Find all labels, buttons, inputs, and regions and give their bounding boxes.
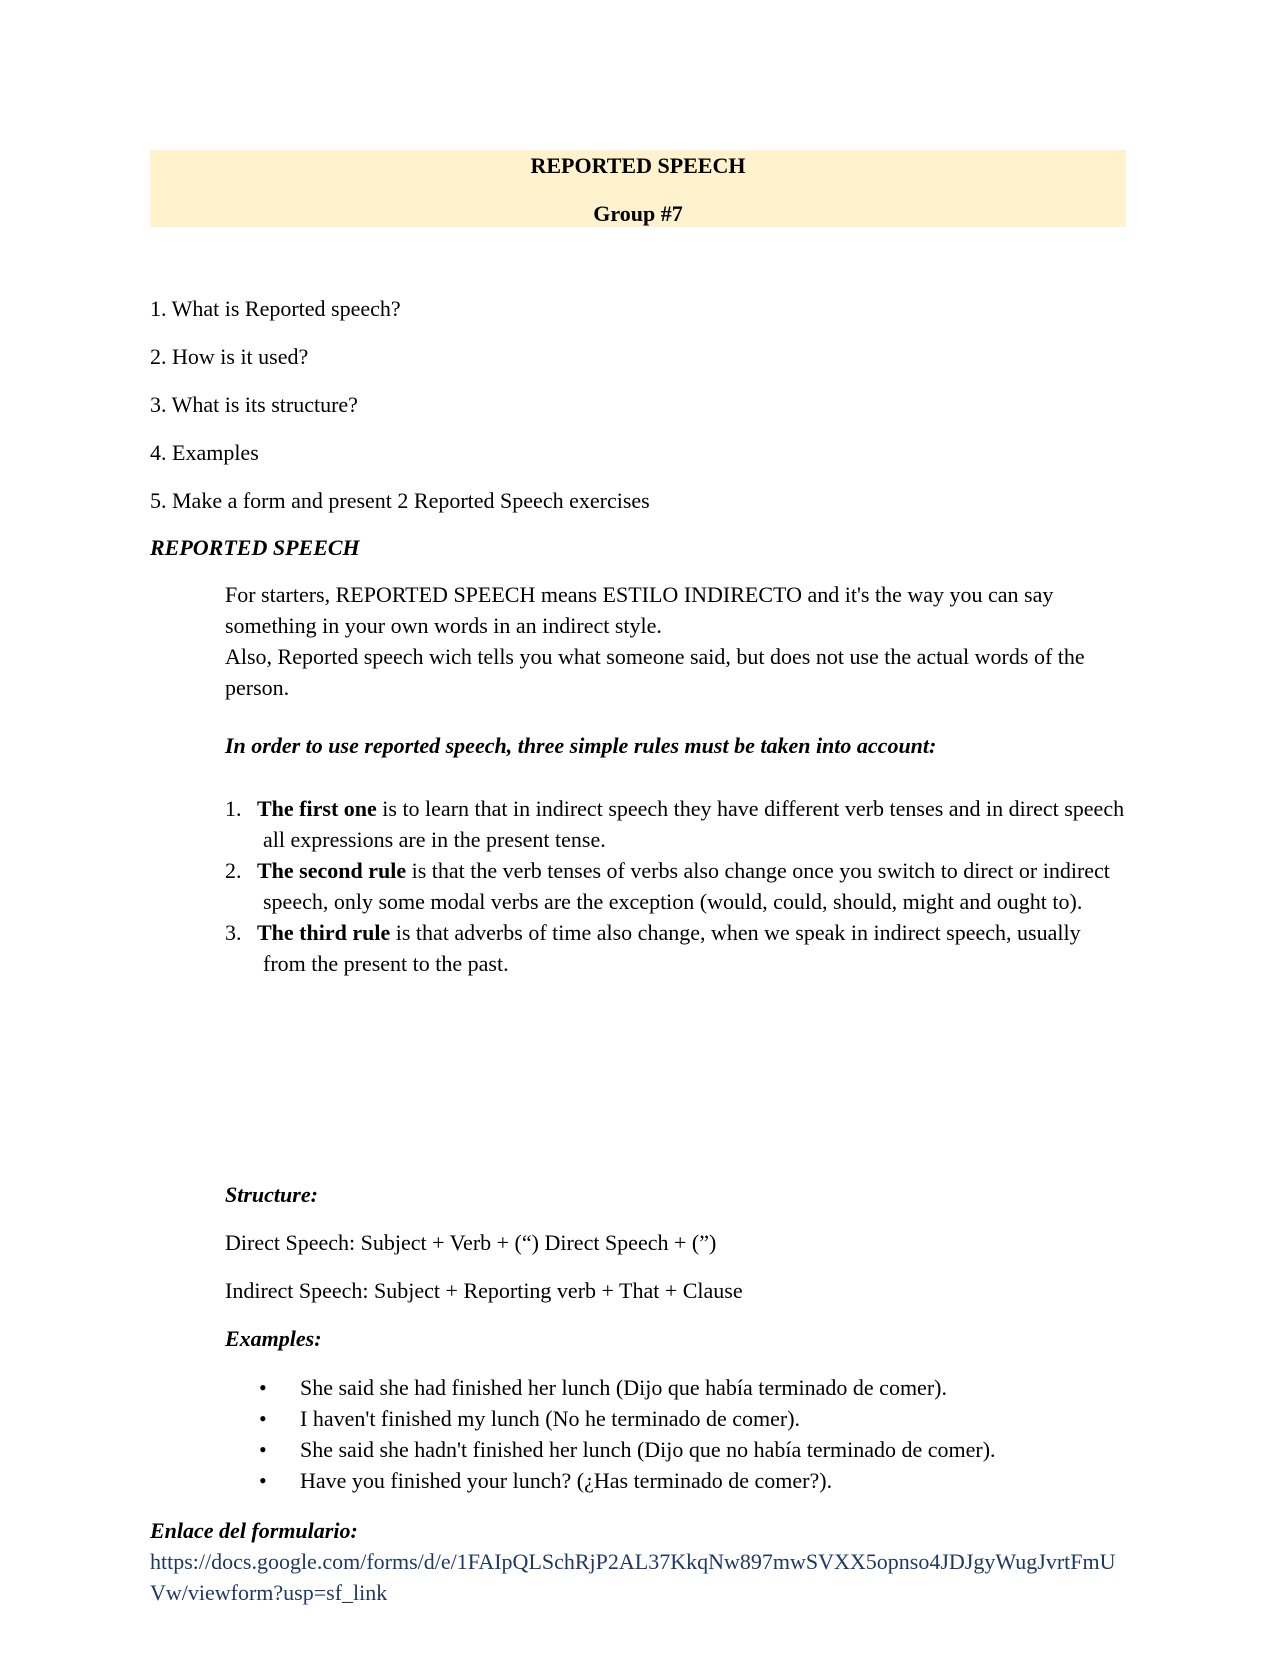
example-text: She said she had finished her lunch (Dijo que había terminado de comer). <box>300 1375 947 1400</box>
structure-heading: Structure: <box>225 1182 318 1207</box>
rule-lead: The first one <box>257 796 377 821</box>
question-item: 5. Make a form and present 2 Reported Speech exercises <box>150 488 650 513</box>
example-text: Have you finished your lunch? (¿Has terminado de comer?). <box>300 1468 833 1493</box>
form-link[interactable]: https://docs.google.com/forms/d/e/1FAIpQLSchRjP2AL37KkqNw897mwSVXX5opnso4JDJgyWugJvrtFmUVw/viewform?usp=sf_link <box>150 1549 1116 1605</box>
intro-block <box>225 579 1125 703</box>
rule-text: is to learn that in indirect speech they have different verb tenses and in direct speech all expressions are in the present tense. <box>263 796 1125 852</box>
question-item: 1. What is Reported speech? <box>150 296 401 321</box>
rule-number: 3. <box>225 920 242 945</box>
rule-number: 2. <box>225 858 242 883</box>
rule-lead: The third rule <box>257 920 391 945</box>
rule-text: is that adverbs of time also change, when we speak in indirect speech, usually from the present to the past. <box>263 920 1081 976</box>
question-item: 3. What is its structure? <box>150 392 358 417</box>
example-text: She said she hadn't finished her lunch (Dijo que no había terminado de comer). <box>300 1437 996 1462</box>
bullet-icon: • <box>259 1437 267 1462</box>
rules-list <box>225 793 1125 979</box>
rule-item <box>225 793 1125 855</box>
form-link-heading: Enlace del formulario: <box>150 1518 358 1543</box>
bullet-icon: • <box>259 1468 267 1493</box>
question-item: 2. How is it used? <box>150 344 309 369</box>
example-item <box>225 1465 1125 1496</box>
examples-list <box>225 1372 1125 1496</box>
title-banner <box>150 150 1126 227</box>
document-page <box>150 150 1126 1605</box>
rule-text: is that the verb tenses of verbs also change once you switch to direct or indirect speech, only some modal verbs are the exception (would, could, should, might and ought to). <box>263 858 1110 914</box>
example-item <box>225 1403 1125 1434</box>
bullet-icon: • <box>259 1375 267 1400</box>
example-text: I haven't finished my lunch (No he terminado de comer). <box>300 1406 801 1431</box>
intro-paragraph: For starters, REPORTED SPEECH means ESTILO INDIRECTO and it's the way you can say something in your own words in an indirect style. <box>225 582 1054 638</box>
example-item <box>225 1372 1125 1403</box>
intro-paragraph: Also, Reported speech wich tells you what someone said, but does not use the actual words of the person. <box>225 644 1085 700</box>
question-item: 4. Examples <box>150 440 259 465</box>
rule-item <box>225 855 1125 917</box>
bullet-icon: • <box>259 1406 267 1431</box>
question-list <box>150 294 650 534</box>
section-heading: REPORTED SPEECH <box>150 535 360 560</box>
example-item <box>225 1434 1125 1465</box>
examples-heading: Examples: <box>225 1326 322 1351</box>
rule-number: 1. <box>225 796 242 821</box>
rules-heading: In order to use reported speech, three simple rules must be taken into account: <box>225 733 937 758</box>
rule-lead: The second rule <box>257 858 407 883</box>
document-title: REPORTED SPEECH <box>530 153 746 178</box>
indirect-speech-formula: Indirect Speech: Subject + Reporting verb + That + Clause <box>225 1278 743 1303</box>
document-subtitle: Group #7 <box>593 201 683 226</box>
rule-item <box>225 917 1125 979</box>
direct-speech-formula: Direct Speech: Subject + Verb + (“) Direct Speech + (”) <box>225 1230 717 1255</box>
